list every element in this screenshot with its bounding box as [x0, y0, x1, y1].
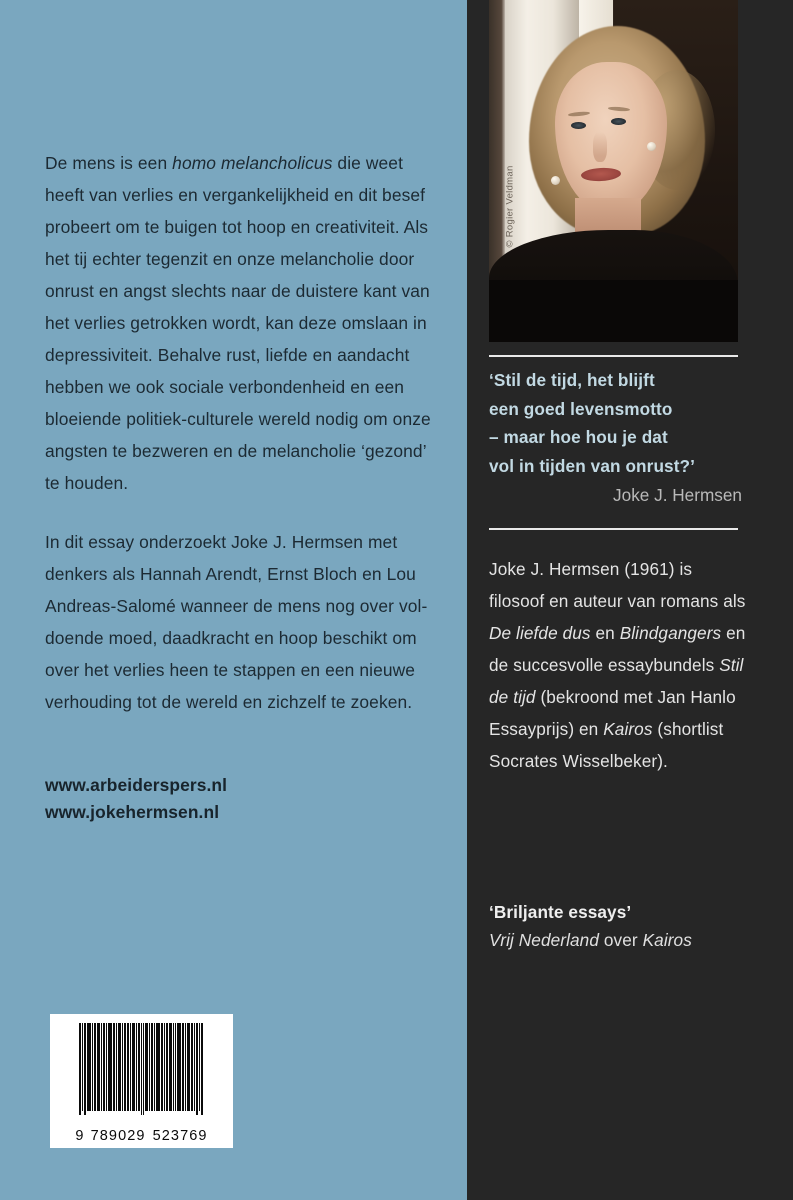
blurb-p1-italic-term: homo melancholicus — [172, 153, 333, 173]
divider-below-photo — [489, 355, 738, 357]
review-source-book-title: Kairos — [642, 930, 692, 950]
isbn-barcode — [50, 1014, 233, 1148]
review-source-publication: Vrij Nederland — [489, 930, 599, 950]
bio-segment-1: Joke J. Hermsen (1961) is filosoof en auteur van romans als — [489, 559, 746, 611]
publisher-links — [45, 772, 435, 826]
bio-title-stil-de-tijd: Stil de tijd — [489, 655, 744, 707]
photo-eye-left — [571, 122, 586, 129]
blurb-paragraph-2: In dit essay onderzoekt Joke J. Hermsen met denkers als Hannah Arendt, Ernst Bloch en Lou Andreas-Salomé wanneer de mens nog over vol-doende moed, daadkracht en hoop beschikt om over het verlies heen te stappen en een nieuwe verhouding tot de wereld en zichzelf te zoeken. — [45, 532, 428, 712]
blurb-text-block — [45, 147, 435, 718]
barcode-lead-digit: 9 — [75, 1128, 85, 1144]
link-arbeiderspers[interactable]: www.arbeiderspers.nl — [45, 775, 228, 795]
barcode-group-1: 789029 — [90, 1128, 146, 1144]
review-quote: ‘Briljante essays’ — [489, 902, 632, 922]
bio-title-kairos: Kairos — [603, 719, 653, 739]
author-bio-paragraph — [489, 553, 751, 777]
right-dark-panel — [467, 0, 793, 1200]
blurb-p1-post: die weet heeft van verlies en vergankelijkheid en dit besef probeert om te buigen tot hoop en creativiteit. Als het tij echter tegenzit en onze melancholie door onrust en angst slechts naar de duistere kant van het verlies getrokken wordt, kan deze omslaan in depressiviteit. Behalve rust, liefde en aandacht hebben we ook sociale verbondenheid en een bloeiende politiek-culturele wereld nodig om onze angsten te bezweren en de melancholie ‘gezond’ te houden. — [45, 153, 431, 493]
bio-segment-2: en — [590, 623, 620, 643]
pull-quote-line-4: vol in tijden van onrust?’ — [489, 455, 695, 476]
photo-sweater-fill — [489, 280, 738, 342]
pull-quote-line-1: ‘Stil de tijd, het blijft — [489, 370, 655, 390]
blurb-p1-pre: De mens is een — [45, 153, 173, 173]
photo-nose — [593, 132, 607, 162]
bio-segment-5: (shortlist Socrates Wisselbeker). — [489, 719, 724, 771]
author-bio-block — [489, 553, 751, 777]
pull-quote-block — [489, 366, 744, 510]
photo-eye-right — [611, 118, 626, 125]
bio-segment-4: (bekroond met Jan Hanlo Essayprijs) en — [489, 687, 736, 739]
photo-credit-label: © Rogier Veldman — [504, 165, 516, 248]
photo-earring-right — [647, 142, 656, 151]
bio-segment-3: en de succesvolle essaybundels — [489, 623, 746, 675]
blurb-paragraph-1 — [45, 147, 435, 499]
author-photo — [489, 0, 738, 342]
link-jokehermsen[interactable]: www.jokehermsen.nl — [45, 802, 220, 822]
divider-below-quote — [489, 528, 738, 530]
barcode-group-2: 523769 — [152, 1128, 208, 1144]
pull-quote-line-2: een goed levensmotto — [489, 398, 673, 419]
press-review-block — [489, 898, 751, 954]
pull-quote-attribution: Joke J. Hermsen — [613, 485, 742, 505]
bio-title-blindgangers: Blindgangers — [619, 623, 722, 643]
pull-quote-line-3: – maar hoe hou je dat — [489, 427, 668, 447]
review-source-connector: over — [599, 930, 643, 950]
barcode-bars — [62, 1023, 221, 1127]
review-source — [489, 926, 751, 954]
bio-title-de-liefde-dus: De liefde dus — [489, 623, 591, 643]
photo-earring-left — [551, 176, 560, 185]
barcode-digits — [62, 1128, 221, 1144]
